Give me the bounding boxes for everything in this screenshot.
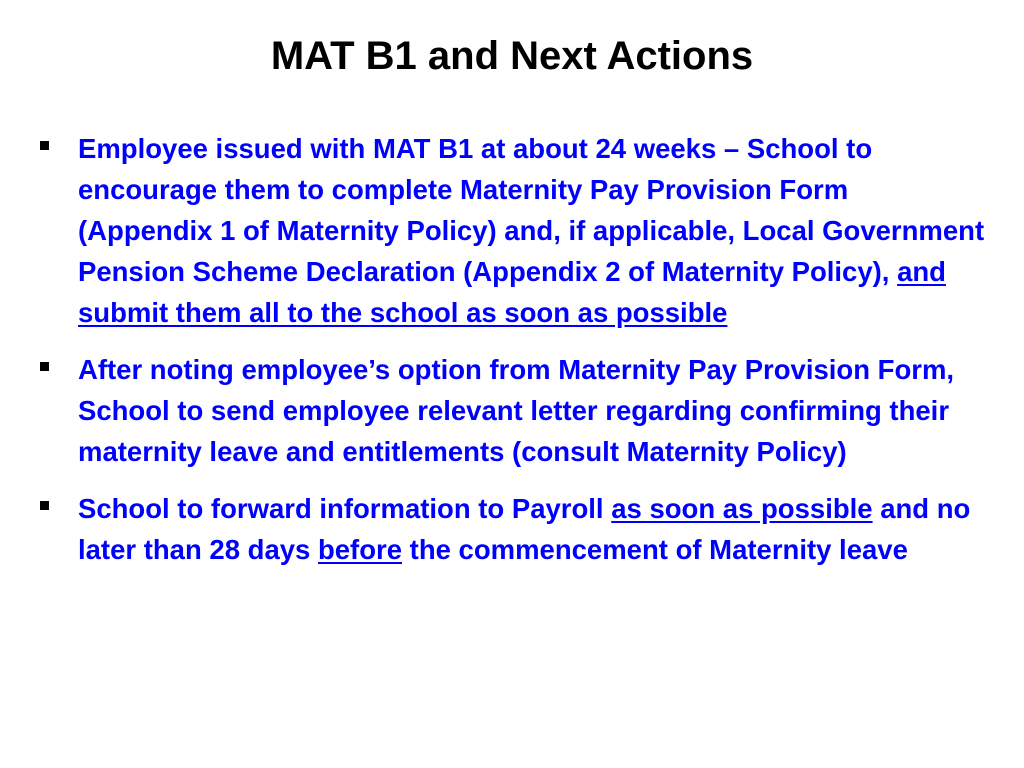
bullet-text: the commencement of Maternity leave <box>402 534 908 565</box>
square-bullet-icon <box>40 362 49 371</box>
bullet-text-underlined: and submit them all to the school as soon as possible <box>78 256 946 328</box>
bullet-text: and no later than 28 days <box>78 493 971 565</box>
slide-title: MAT B1 and Next Actions <box>270 34 754 78</box>
bullet-item <box>40 349 990 472</box>
bullet-list <box>40 128 990 570</box>
bullet-item <box>40 488 990 570</box>
square-bullet-icon <box>40 141 49 150</box>
bullet-text: After noting employee’s option from Maternity Pay Provision Form, School to send employee relevant letter regarding confirming their maternity leave and entitlements (consult Maternity Policy) <box>78 354 955 467</box>
bullet-text: School to forward information to Payroll <box>78 493 612 524</box>
square-bullet-icon <box>40 501 49 510</box>
bullet-text-underlined: before <box>317 534 403 565</box>
bullet-text-underlined: as soon as possible <box>611 493 873 524</box>
bullet-item <box>40 128 990 333</box>
bullet-text: Employee issued with MAT B1 at about 24 weeks – School to encourage them to complete Maternity Pay Provision Form (Appendix 1 of Maternity Policy) and, if applicable, Local Government Pension Scheme Declaration (Appendix 2 of Maternity Policy), <box>78 133 985 287</box>
